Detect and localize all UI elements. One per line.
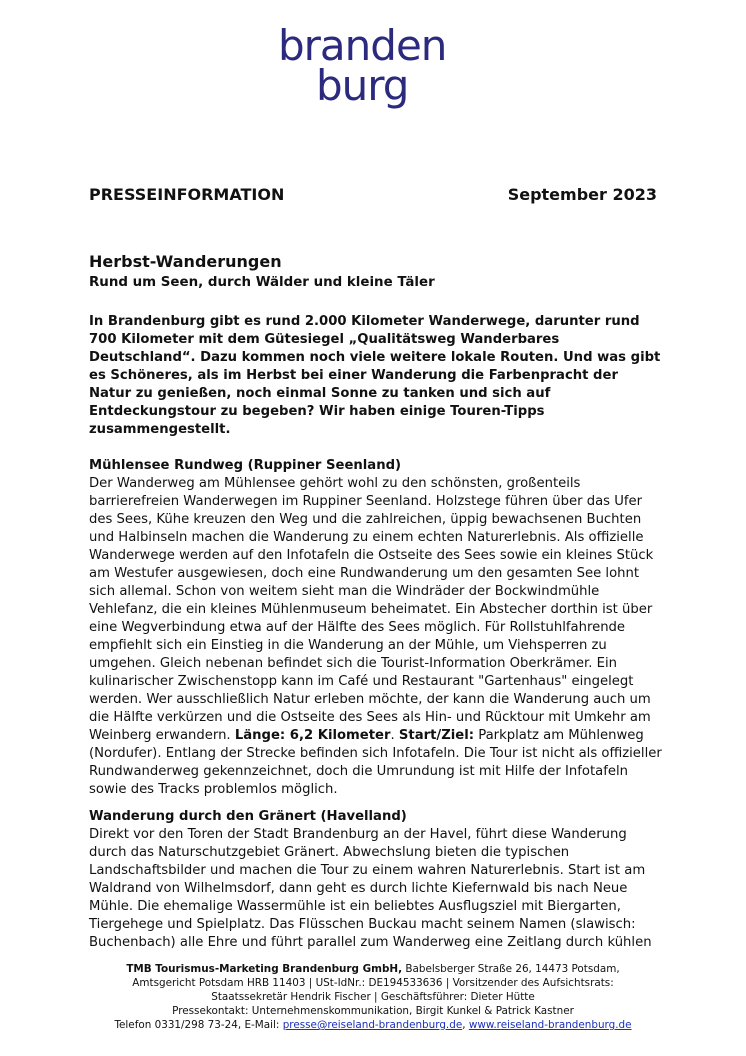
press-date: September 2023 [507, 185, 657, 204]
sep: . [390, 728, 395, 743]
footer-line-5 [60, 1018, 686, 1032]
footer-line-3: Staatssekretär Hendrik Fischer | Geschäftsführer: Dieter Hütte [211, 991, 535, 1003]
article-subtitle: Rund um Seen, durch Wälder und kleine Täler [89, 275, 435, 290]
press-label: PRESSEINFORMATION [89, 185, 285, 204]
press-header [89, 185, 657, 205]
footer-company: TMB Tourismus-Marketing Brandenburg GmbH, [126, 963, 403, 975]
section-text-muehlensee [89, 475, 664, 799]
article-title: Herbst-Wanderungen [89, 252, 282, 271]
logo-line-1: branden [278, 21, 447, 70]
footer-phone: Telefon 0331/298 73-24, E-Mail: [114, 1019, 283, 1031]
section-text-graenert: Direkt vor den Toren der Stadt Brandenburg an der Havel, führt diese Wanderung durch das Naturschutzgebiet Gränert. Abwechslung bieten die typischen Landschaftsbilder und machen die Tour zu einem wahren Naturerlebnis. Start ist am Waldrand von Wilhelmsdorf, dann geht es durch lichte Kiefernwald bis nach Neue Mühle. Die ehemalige Wassermühle ist ein beliebtes Ausflugsziel mit Biergarten, Tiergehege und Spielplatz. Das Flüsschen Buckau macht seinem Namen (slawisch: Buchenbach) alle Ehre und führt parallel zum Wanderweg eine Zeitlang durch kühlen [89, 827, 652, 950]
length-label: Länge: 6,2 Kilometer [234, 728, 391, 743]
start-label: Start/Ziel: [398, 728, 475, 743]
article-body [89, 313, 664, 952]
muehlensee-text-1: Der Wanderweg am Mühlensee gehört wohl zu den schönsten, großenteils barrierefreien Wanderwegen im Ruppiner Seenland. Holzstege führen über das Ufer des Sees, Kühe kreuzen den Weg und die zahlreichen, üppig bewachsenen Buchten und Halbinseln machen die Wanderung zu einem echten Naturerlebnis. Als offizielle Wanderwege werden auf den Infotafeln die Ostseite des Sees sowie ein kleines Stück am Westufer ausgewiesen, doch eine Rundwanderung um den gesamten See lohnt sich allemal. Schon von weitem sieht man die Windräder der Bockwindmühle Vehlefanz, die ein kleines Mühlenmuseum beheimatet. Ein Abstecher dorthin ist über eine Wegverbindung etwa auf der Hälfte des Sees möglich. Für Rollstuhlfahrende empfiehlt sich ein Einstieg in die Wanderung an der Mühle, um Viehsperren zu umgehen. Gleich nebenan befindet sich die Tourist-Information Oberkrämer. Ein kulinarischer Zwischenstopp kann im Café und Restaurant "Gartenhaus" eingelegt werden. Wer ausschließlich Natur erleben möchte, der kann die Wanderung auch um die Hälfte verkürzen und die Ostseite des Sees als Hin- und Rücktour mit Umkehr am Weinberg erwandern. [89, 476, 654, 743]
footer-line-1 [60, 962, 686, 976]
footer [60, 962, 686, 1032]
section-heading-graenert: Wanderung durch den Gränert (Havelland) [89, 809, 407, 824]
email-link[interactable]: presse@reiseland-brandenburg.de [282, 1019, 463, 1031]
muehlensee-text-2: Parkplatz am Mühlenweg (Nordufer). Entlang der Strecke befinden sich Infotafeln. Die Tour ist nicht als offizieller Rundwanderweg gekennzeichnet, doch die Umrundung ist mit Hilfe der Infotafeln sowie des Tracks problemlos möglich. [89, 728, 662, 797]
footer-address: Babelsberger Straße 26, 14473 Potsdam, [402, 963, 620, 975]
section-heading-muehlensee: Mühlensee Rundweg (Ruppiner Seenland) [89, 458, 402, 473]
website-link[interactable]: www.reiseland-brandenburg.de [468, 1019, 632, 1031]
logo-line-2: burg [316, 61, 409, 110]
footer-line-2: Amtsgericht Potsdam HRB 11403 | USt-IdNr.: DE194533636 | Vorsitzender des Aufsichtsrats: [132, 977, 614, 989]
lead-paragraph: In Brandenburg gibt es rund 2.000 Kilometer Wanderwege, darunter rund 700 Kilometer mit dem Gütesiegel „Qualitätsweg Wanderbares Deutschland“. Dazu kommen noch viele weitere lokale Routen. Und was gibt es Schöneres, als im Herbst bei einer Wanderung die Farbenpracht der Natur zu genießen, noch einmal Sonne zu tanken und sich auf Entdeckungstour zu begeben? Wir haben einige Touren-Tipps zusammengestellt. [89, 314, 661, 437]
brandenburg-logo [278, 21, 478, 110]
footer-comma: , [462, 1019, 469, 1031]
footer-line-4: Pressekontakt: Unternehmenskommunikation, Birgit Kunkel & Patrick Kastner [172, 1005, 574, 1017]
